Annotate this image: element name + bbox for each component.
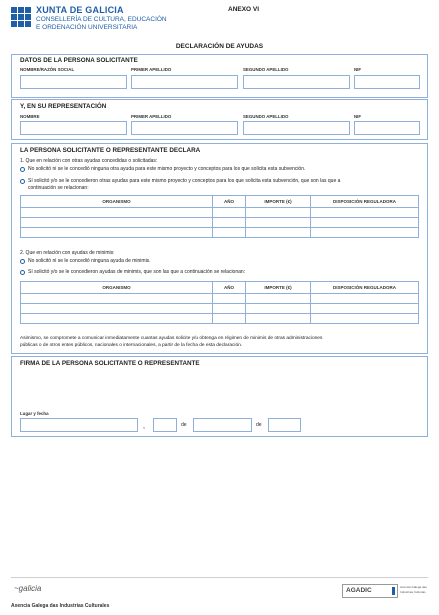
table-row[interactable] <box>21 218 419 228</box>
representative-section-title: Y, EN SU REPRESENTACIÓN <box>20 103 107 110</box>
applicant-nif-field[interactable] <box>354 75 420 89</box>
place-field[interactable] <box>20 418 138 432</box>
label-nif: NIF <box>354 67 362 72</box>
document-title: DECLARACIÓN DE AYUDAS <box>175 43 264 50</box>
footer-rule <box>11 577 428 578</box>
galicia-logo-text: galicia <box>18 584 42 593</box>
q1-option-yes-label-1: Sí solicitó y/o se le concedieron otras ayudas para este mismo proyecto y conceptos para los que solicita esta subvención, que son las que a <box>28 178 341 184</box>
q1-option-yes-radio[interactable] <box>20 179 25 184</box>
signature-section-title: FIRMA DE LA PERSONA SOLICITANTE O REPRESENTANTE <box>20 360 200 367</box>
rep-name-field[interactable] <box>20 121 127 135</box>
declaration-section-title: LA PERSONA SOLICITANTE O REPRESENTANTE DECLARA <box>20 147 201 154</box>
table-row[interactable] <box>21 304 419 314</box>
label-rep-nif: NIF <box>354 114 362 119</box>
annex-label: ANEXO VI <box>228 6 260 13</box>
commitment-line-1: Asimismo, se compromete a comunicar inmediatamente cuantas ayudas solicite y/u obtenga en régimen de minimis de otras administraciones <box>20 336 323 341</box>
aids-table-2 <box>20 281 419 324</box>
label-first-surname: PRIMER APELLIDO <box>131 67 172 72</box>
label-second-surname: SEGUNDO APELLIDO <box>243 67 289 72</box>
label-name: NOMBRE/RAZÓN SOCIAL <box>20 67 75 72</box>
label-rep-name: NOMBRE <box>20 114 40 119</box>
table-row[interactable] <box>21 208 419 218</box>
galicia-swoosh-icon: ~ <box>14 584 19 593</box>
day-field[interactable] <box>153 418 177 432</box>
col-importe: IMPORTE (€) <box>246 196 311 208</box>
department-line-1: CONSELLERÍA DE CULTURA, EDUCACIÓN <box>36 16 167 23</box>
label-rep-first-surname: PRIMER APELLIDO <box>131 114 172 119</box>
de-separator-2: de <box>256 422 262 428</box>
col-importe: IMPORTE (€) <box>246 282 311 294</box>
col-ano: AÑO <box>213 196 246 208</box>
q1-option-yes-label-2: continuación se relacionan: <box>28 185 89 191</box>
agadic-mark-icon <box>392 587 395 595</box>
month-field[interactable] <box>193 418 252 432</box>
applicant-second-surname-field[interactable] <box>243 75 350 89</box>
place-date-label: Lugar y fecha <box>20 411 49 416</box>
agadic-subtitle-1: Axencia Galega das <box>400 585 427 589</box>
col-organismo: ORGANISMO <box>21 282 213 294</box>
q1-option-no-label: No solicitó ni se le concedió ninguna otra ayuda para este mismo proyecto y conceptos para los que solicita esta subvención. <box>28 166 306 172</box>
department-line-2: E ORDENACIÓN UNIVERSITARIA <box>36 24 138 31</box>
commitment-line-2: públicas o de otros entes públicos, nacionales o internacionales, a partir de la fecha de esta declaración. <box>20 343 243 348</box>
q2-option-no-radio[interactable] <box>20 259 25 264</box>
agency-name: Axencia Galega das Industrias Culturales <box>11 603 110 609</box>
rep-first-surname-field[interactable] <box>131 121 238 135</box>
col-disposicion: DISPOSICIÓN REGULADORA <box>311 196 419 208</box>
question-2: 2. Que en relación con ayudas de minimis: <box>20 250 115 256</box>
applicant-name-field[interactable] <box>20 75 127 89</box>
de-separator-1: de <box>181 422 187 428</box>
applicant-first-surname-field[interactable] <box>131 75 238 89</box>
table-row[interactable] <box>21 228 419 238</box>
agadic-logo <box>342 584 398 598</box>
question-1: 1. Que en relación con otras ayudas concedidas o solicitadas: <box>20 158 158 164</box>
table-row[interactable] <box>21 314 419 324</box>
xunta-logo-icon <box>11 7 31 27</box>
aids-table-1 <box>20 195 419 238</box>
agadic-subtitle-2: Industrias Culturais <box>400 590 426 594</box>
col-ano: AÑO <box>213 282 246 294</box>
label-rep-second-surname: SEGUNDO APELLIDO <box>243 114 289 119</box>
rep-nif-field[interactable] <box>354 121 420 135</box>
table-row[interactable] <box>21 294 419 304</box>
agadic-logo-text: AGADIC <box>346 587 372 594</box>
year-field[interactable] <box>268 418 301 432</box>
galicia-logo <box>14 584 41 593</box>
brand-name: XUNTA DE GALICIA <box>36 5 124 15</box>
applicant-section-title: DATOS DE LA PERSONA SOLICITANTE <box>20 57 138 64</box>
rep-second-surname-field[interactable] <box>243 121 350 135</box>
comma-separator: , <box>143 423 145 430</box>
col-organismo: ORGANISMO <box>21 196 213 208</box>
q2-option-yes-radio[interactable] <box>20 270 25 275</box>
q2-option-no-label: No solicitó ni se le concedió ninguna ayuda de minimis. <box>28 258 151 264</box>
q1-option-no-radio[interactable] <box>20 167 25 172</box>
col-disposicion: DISPOSICIÓN REGULADORA <box>311 282 419 294</box>
q2-option-yes-label: Sí solicitó y/o se le concedieron ayudas de minimis, que son las que a continuación se relacionan: <box>28 269 246 275</box>
